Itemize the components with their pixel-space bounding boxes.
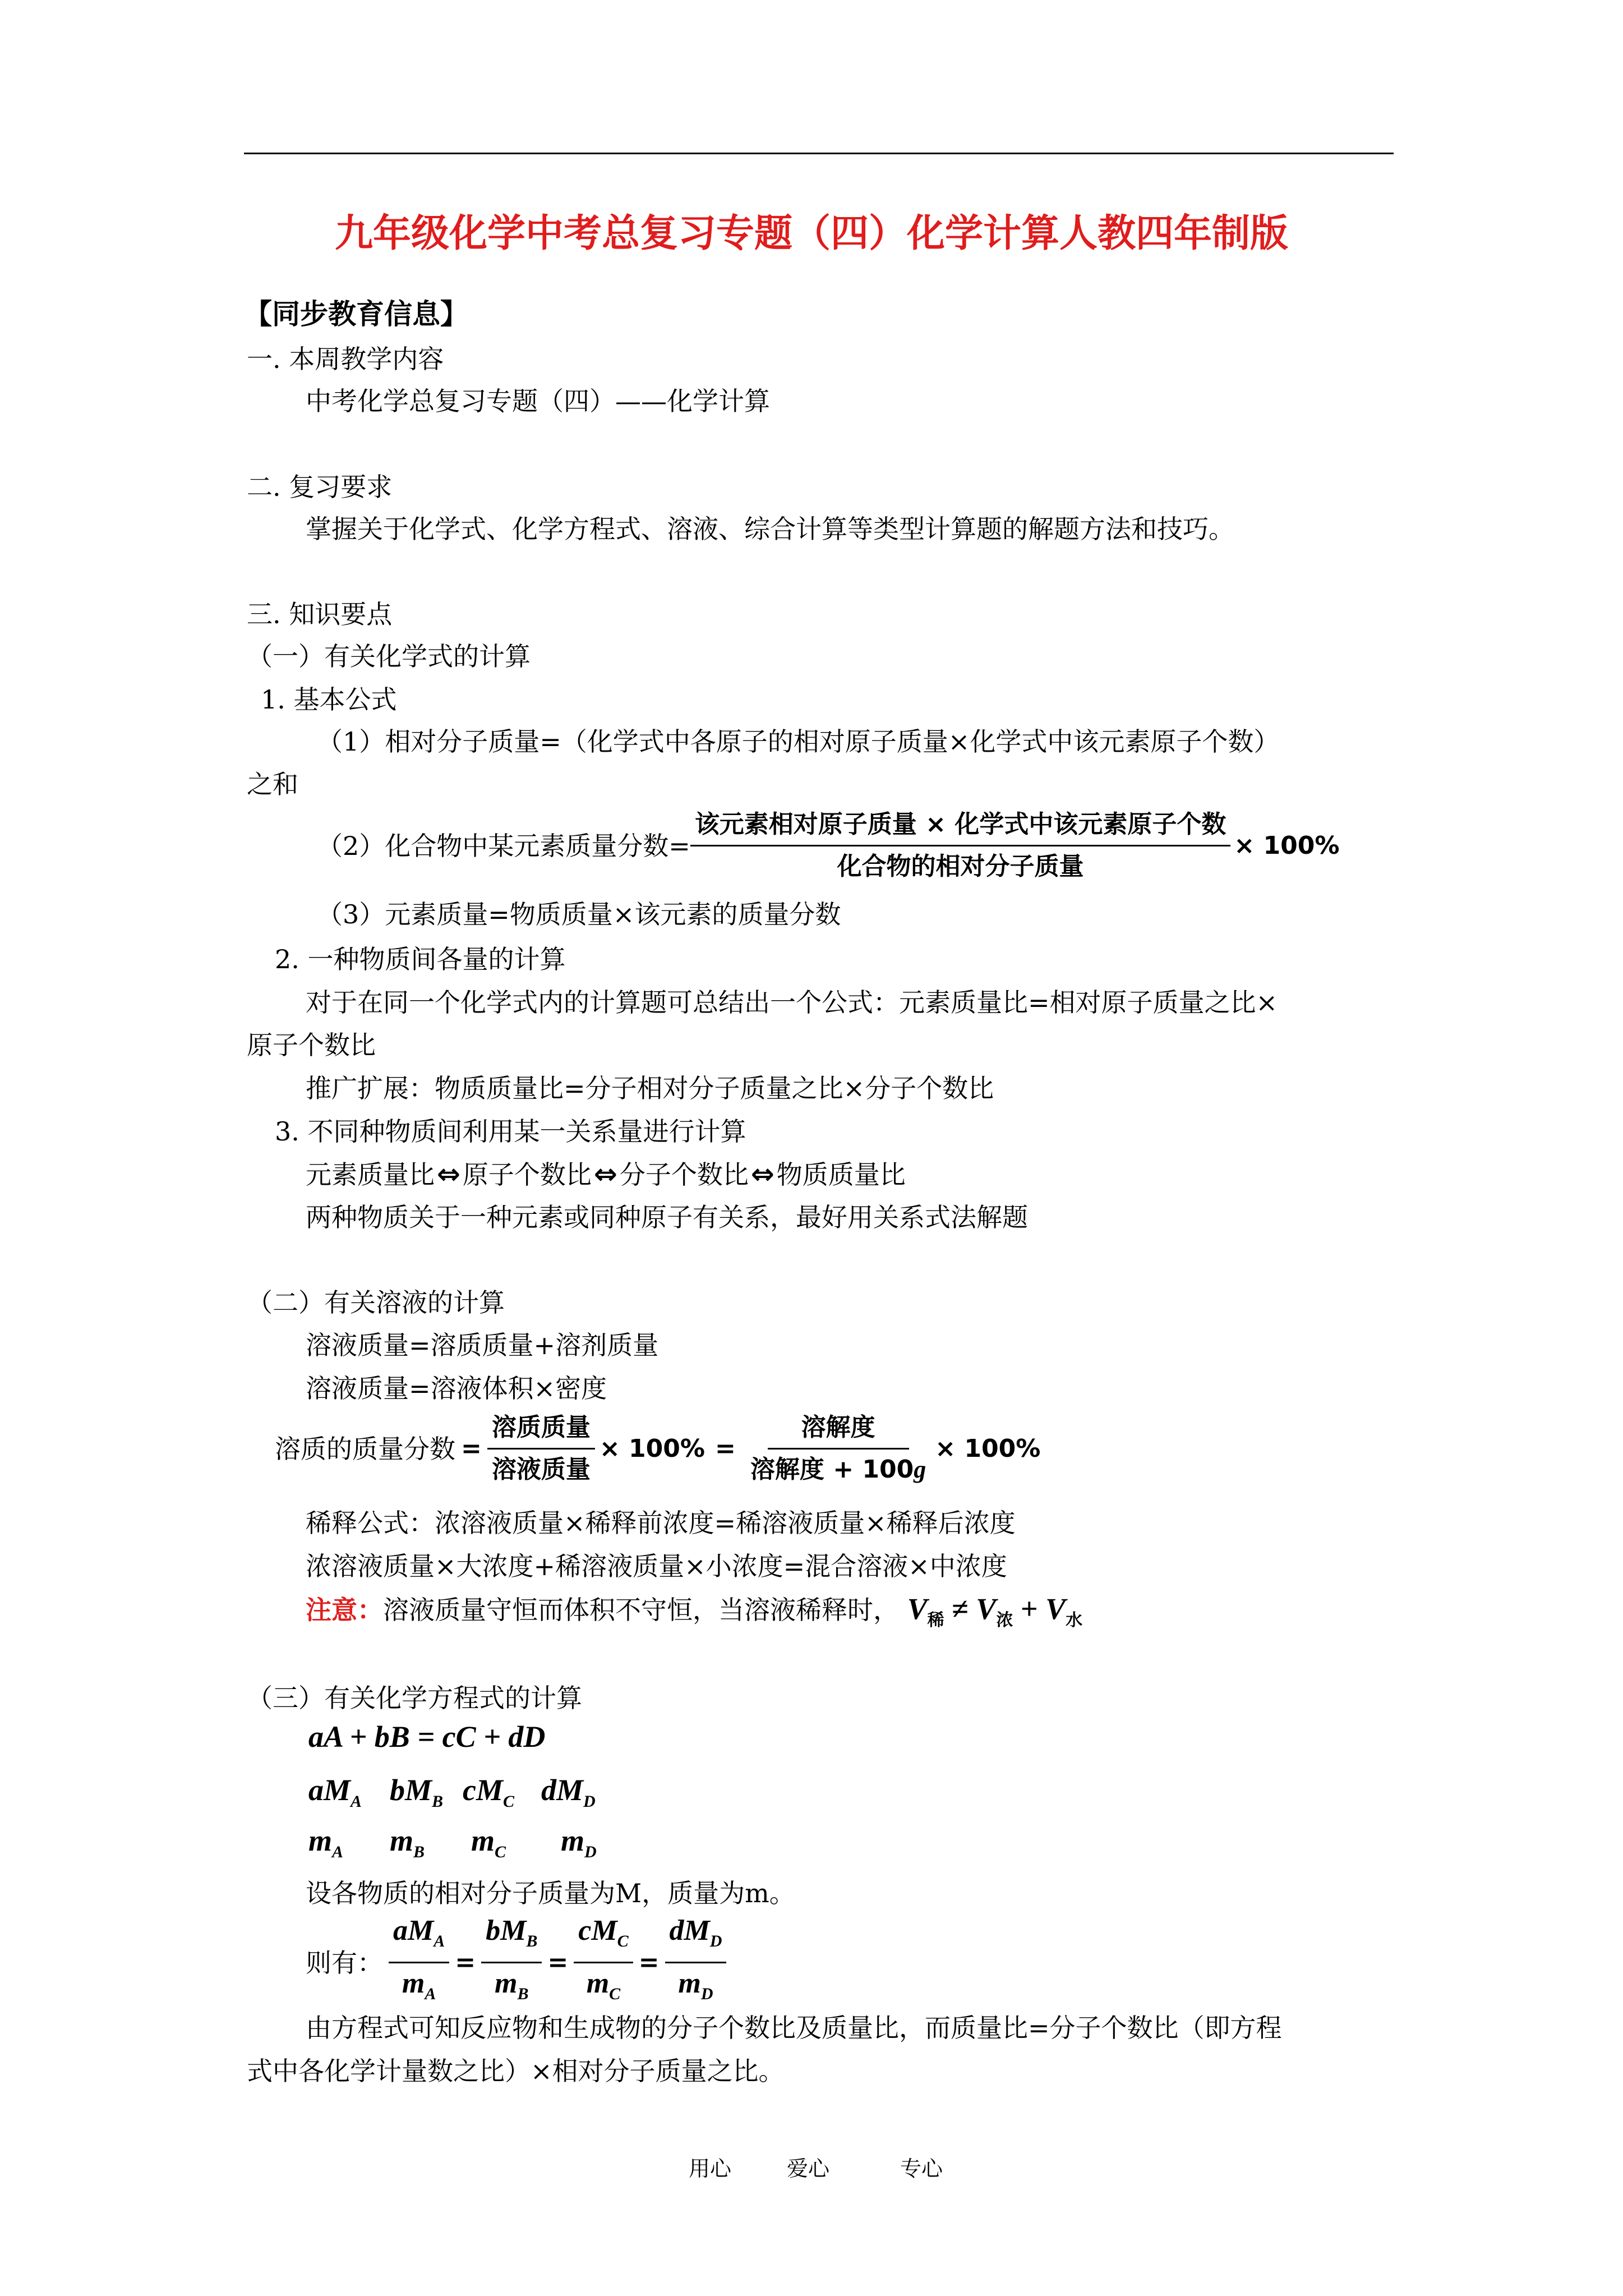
coef-d: dM [541, 1773, 584, 1807]
formula-1-line2: 之和 [247, 769, 298, 799]
sub-water: 水 [1066, 1611, 1083, 1630]
ratio-c-den-sub: C [609, 1985, 621, 2003]
mass-row [308, 1823, 597, 1862]
mass-symbol: m [390, 1824, 414, 1857]
item-2-line2: 原子个数比 [247, 1030, 376, 1060]
ratio-d-den-text: m [678, 1967, 701, 1999]
conclusion-line2: 式中各化学计量数之比）×相对分子质量之比。 [247, 2056, 785, 2086]
ratio-d [665, 1914, 727, 2011]
mass-b [390, 1823, 471, 1862]
percent-b: × 100% [935, 1434, 1041, 1463]
mixing-formula: 浓溶液质量×大浓度+稀溶液质量×小浓度=混合溶液×中浓度 [306, 1551, 1007, 1581]
conclusion-line1: 由方程式可知反应物和生成物的分子个数比及质量比，而质量比=分子个数比（即方程 [306, 2013, 1282, 2043]
coef-a: aM [308, 1773, 351, 1807]
volume-symbol: V [976, 1592, 997, 1626]
item-3-heading: 3. 不同种物质间利用某一关系量进行计算 [275, 1116, 746, 1147]
item-3-line2: 两种物质关于一种元素或同种原子有关系，最好用关系式法解题 [306, 1202, 1028, 1232]
formula-2-label: （2）化合物中某元素质量分数= [317, 830, 690, 861]
note-label: 注意： [306, 1595, 383, 1625]
ratio-b-num-sub: B [526, 1932, 538, 1950]
reaction-equation: aA + bB = cC + dD [308, 1720, 546, 1754]
sub-d: D [584, 1843, 597, 1861]
section-2-heading: 二. 复习要求 [247, 472, 393, 502]
chain-molecule-count-ratio: 分子个数比 [619, 1159, 749, 1190]
ratio-d-num-text: dM [669, 1915, 710, 1947]
percent-a: × 100% [599, 1434, 705, 1463]
item-2-heading: 2. 一种物质间各量的计算 [275, 944, 566, 974]
formula-1-line1: （1）相对分子质量=（化学式中各原子的相对原子质量×化学式中该元素原子个数） [317, 726, 1280, 757]
coef-b: bM [390, 1773, 432, 1807]
mass-symbol: m [561, 1824, 585, 1857]
not-equal-sign: ≠ [944, 1592, 976, 1626]
item-1-heading: 1. 基本公式 [261, 684, 397, 715]
mass-fraction-label: 溶质的质量分数 [275, 1433, 455, 1464]
ratio-a-denominator [398, 1963, 440, 2011]
sub-d: D [583, 1792, 596, 1811]
equals-sign: = [547, 1948, 569, 1977]
ratio-d-den-sub: D [700, 1985, 713, 2003]
ratio-b-den-sub: B [517, 1985, 529, 2003]
mass-fraction-formula [275, 1411, 1040, 1487]
sub-dilute: 稀 [927, 1611, 944, 1630]
sub-a: A [332, 1843, 344, 1861]
equals-sign: = [461, 1434, 482, 1463]
ratio-c-den-text: m [586, 1967, 610, 1999]
footer-text-3: 专心 [900, 2156, 943, 2181]
formula-2-fraction [690, 808, 1231, 884]
mass-c [471, 1823, 561, 1862]
volume-inequality [907, 1592, 1083, 1630]
mass-fraction-a-denominator: 溶液质量 [491, 1455, 591, 1484]
ratio-c-denominator [582, 1963, 625, 2011]
ratio-a-den-sub: A [425, 1985, 436, 2003]
sub-c: C [495, 1843, 506, 1861]
double-arrow-icon: ⇔ [437, 1158, 460, 1190]
chain-substance-mass-ratio: 物质质量比 [776, 1159, 906, 1190]
note-text: 溶液质量守恒而体积不守恒，当溶液稀释时， [383, 1595, 899, 1625]
ratio-a-den-text: m [402, 1967, 425, 1999]
mass-fraction-b [746, 1411, 930, 1487]
volume-symbol: V [1045, 1592, 1066, 1626]
sub-c: C [502, 1792, 514, 1811]
footer-text-2: 爱心 [787, 2156, 830, 2181]
ratio-b-num-text: bM [486, 1915, 527, 1947]
mass-fraction-b-denominator-text: 溶解度 + 100 [750, 1455, 914, 1484]
molar-mass-b [390, 1773, 463, 1811]
ratio-c-numerator [574, 1914, 633, 1963]
equals-sign: = [455, 1948, 476, 1977]
sub-a: A [351, 1792, 362, 1811]
double-arrow-icon: ⇔ [593, 1158, 617, 1190]
plus-sign: + [1013, 1592, 1046, 1626]
volume-symbol: V [907, 1592, 928, 1626]
ratio-c-num-sub: C [617, 1932, 629, 1950]
molar-mass-a [308, 1773, 390, 1811]
sub-b: B [413, 1843, 425, 1861]
info-header: 【同步教育信息】 [244, 297, 468, 330]
mass-fraction-b-numerator: 溶解度 [768, 1411, 909, 1450]
ratio-d-denominator [674, 1963, 717, 2011]
ratio-a-num-text: aM [393, 1915, 434, 1947]
part-3-heading: （三）有关化学方程式的计算 [247, 1683, 582, 1713]
part-1-heading: （一）有关化学式的计算 [247, 641, 531, 671]
document-title: 九年级化学中考总复习专题（四）化学计算人教四年制版 [334, 211, 1288, 256]
mass-a [308, 1823, 390, 1862]
chain-element-mass-ratio: 元素质量比 [306, 1159, 435, 1190]
formula-2-denominator: 化合物的相对分子质量 [837, 852, 1084, 881]
molar-mass-row [308, 1773, 596, 1811]
note-line [306, 1592, 1082, 1637]
ratio-a-numerator [389, 1914, 449, 1963]
ratio-b-numerator [481, 1914, 542, 1963]
ratio-b-den-text: m [495, 1967, 518, 1999]
equals-sign: = [638, 1948, 660, 1977]
formula-2 [317, 808, 1339, 884]
formula-2-percent: × 100% [1234, 831, 1340, 860]
footer-text-1: 用心 [689, 2156, 732, 2181]
solution-line-1: 溶液质量=溶质质量+溶剂质量 [306, 1330, 659, 1360]
ratio-a [389, 1914, 449, 2011]
sub-concentrated: 浓 [996, 1611, 1013, 1630]
ratio-a-num-sub: A [434, 1932, 445, 1950]
ratio-b-denominator [490, 1963, 533, 2011]
formula-3: （3）元素质量=物质质量×该元素的质量分数 [317, 899, 841, 930]
ratio-d-numerator [665, 1914, 727, 1963]
coef-c: cM [463, 1773, 503, 1807]
header-rule [244, 153, 1394, 154]
mass-fraction-b-denominator [746, 1450, 930, 1487]
then-label: 则有： [306, 1947, 383, 1978]
ratio-equation [306, 1914, 726, 2011]
double-arrow-icon: ⇔ [750, 1158, 774, 1190]
item-2-line1: 对于在同一个化学式内的计算题可总结出一个公式：元素质量比=相对原子质量之比× [306, 987, 1278, 1018]
equals-sign: = [715, 1434, 736, 1463]
chain-atom-count-ratio: 原子个数比 [462, 1159, 592, 1190]
ratio-c-num-text: cM [578, 1915, 617, 1947]
section-3-heading: 三. 知识要点 [247, 599, 393, 629]
part-2-heading: （二）有关溶液的计算 [247, 1287, 505, 1318]
ratio-c [574, 1914, 633, 2011]
assumption-line: 设各物质的相对分子质量为M，质量为m。 [306, 1878, 795, 1908]
dilution-formula: 稀释公式：浓溶液质量×稀释前浓度=稀溶液质量×稀释后浓度 [306, 1508, 1016, 1538]
molar-mass-d [541, 1773, 596, 1811]
molar-mass-c [463, 1773, 541, 1811]
solution-line-2: 溶液质量=溶液体积×密度 [306, 1373, 607, 1404]
mass-d [561, 1823, 597, 1862]
mass-fraction-a [487, 1411, 595, 1487]
gram-unit: g [914, 1456, 926, 1483]
section-1-content: 中考化学总复习专题（四）——化学计算 [306, 386, 770, 416]
mass-symbol: m [308, 1824, 333, 1857]
formula-2-numerator: 该元素相对原子质量 × 化学式中该元素原子个数 [690, 808, 1231, 846]
section-2-content: 掌握关于化学式、化学方程式、溶液、综合计算等类型计算题的解题方法和技巧。 [306, 514, 1234, 544]
ratio-d-num-sub: D [709, 1932, 722, 1950]
mass-symbol: m [471, 1824, 495, 1857]
section-1-heading: 一. 本周教学内容 [247, 344, 444, 374]
item-2-line3: 推广扩展：物质质量比=分子相对分子质量之比×分子个数比 [306, 1073, 994, 1103]
ratio-b [481, 1914, 542, 2011]
relation-chain [306, 1157, 906, 1191]
mass-fraction-a-numerator: 溶质质量 [487, 1411, 595, 1450]
sub-b: B [432, 1792, 444, 1811]
